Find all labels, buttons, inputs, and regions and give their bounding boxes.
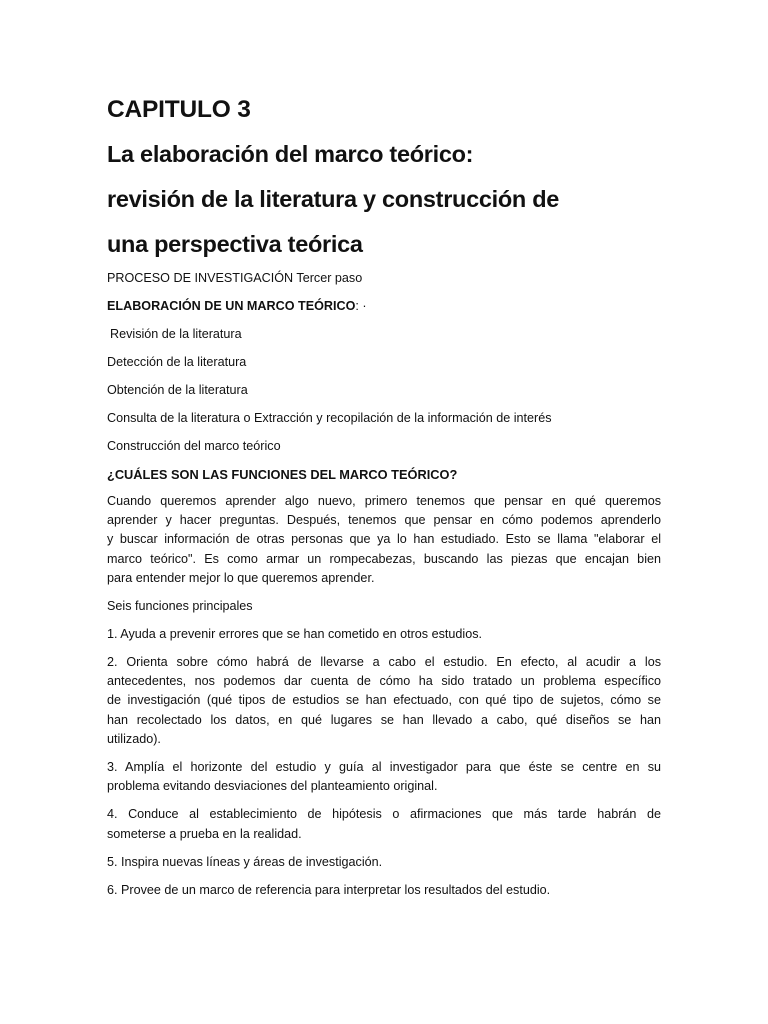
function-4-line: 4. Conduce al establecimiento de hipótesis o afirmaciones que más tarde habrán de bbox=[107, 807, 661, 822]
elaboration-line bbox=[107, 297, 661, 316]
function-3-line: problema evitando desviaciones del planteamiento original. bbox=[107, 779, 438, 794]
intro-line: y buscar información de otras personas que ya lo han estudiado. Esto se llama "elaborar el bbox=[107, 532, 661, 547]
function-5: 5. Inspira nuevas líneas y áreas de investigación. bbox=[107, 854, 383, 869]
function-2-line: antecedentes, nos podemos dar cuenta de cómo ha sido tratado un problema específico bbox=[107, 674, 661, 689]
function-2-line: de investigación (qué tipos de estudios se han efectuado, con qué tipo de sujetos, cómo se bbox=[107, 693, 661, 708]
title-line-2: revisión de la literatura y construcción de bbox=[107, 186, 560, 212]
intro-line: aprender y hacer preguntas. Después, tenemos que pensar en cómo podemos aprenderlo bbox=[107, 513, 661, 528]
elaboration-heading: ELABORACIÓN DE UN MARCO TEÓRICO bbox=[107, 299, 356, 313]
chapter-title: CAPITULO 3 bbox=[107, 96, 251, 123]
section-title bbox=[107, 132, 661, 267]
process-line: PROCESO DE INVESTIGACIÓN Tercer paso bbox=[107, 271, 363, 285]
function-2-line: han recolectado los datos, en qué lugares se han llevado a cabo, qué diseños se han bbox=[107, 712, 661, 727]
title-line-1: La elaboración del marco teórico: bbox=[107, 141, 474, 167]
step-consultation: Consulta de la literatura o Extracción y recopilación de la información de interés bbox=[107, 411, 552, 425]
function-6: 6. Provee de un marco de referencia para interpretar los resultados del estudio. bbox=[107, 882, 551, 897]
step-review: Revisión de la literatura bbox=[110, 327, 242, 341]
intro-line: para entender mejor lo que queremos aprender. bbox=[107, 570, 375, 585]
function-2-line: utilizado). bbox=[107, 731, 161, 746]
elaboration-suffix: : · bbox=[355, 299, 367, 313]
function-3 bbox=[107, 758, 661, 796]
intro-line: marco teórico". Es como armar un rompecabezas, buscando las piezas que encajan bien bbox=[107, 551, 661, 566]
functions-heading: ¿CUÁLES SON LAS FUNCIONES DEL MARCO TEÓRICO? bbox=[107, 467, 458, 482]
function-4 bbox=[107, 805, 661, 843]
step-obtention: Obtención de la literatura bbox=[107, 383, 248, 397]
title-line-3: una perspectiva teórica bbox=[107, 231, 363, 257]
function-4-line: someterse a prueba en la realidad. bbox=[107, 826, 302, 841]
step-construction: Construcción del marco teórico bbox=[107, 439, 281, 453]
function-1: 1. Ayuda a prevenir errores que se han cometido en otros estudios. bbox=[107, 627, 483, 642]
function-3-line: 3. Amplía el horizonte del estudio y guía al investigador para que éste se centre en su bbox=[107, 760, 661, 775]
intro-line: Cuando queremos aprender algo nuevo, primero tenemos que pensar en qué queremos bbox=[107, 494, 661, 508]
function-2 bbox=[107, 653, 661, 749]
function-2-line: 2. Orienta sobre cómo habrá de llevarse a cabo el estudio. En efecto, al acudir a los bbox=[107, 655, 661, 670]
step-detection: Detección de la literatura bbox=[107, 355, 247, 369]
intro-paragraph bbox=[107, 492, 661, 588]
six-functions-label: Seis funciones principales bbox=[107, 599, 253, 614]
